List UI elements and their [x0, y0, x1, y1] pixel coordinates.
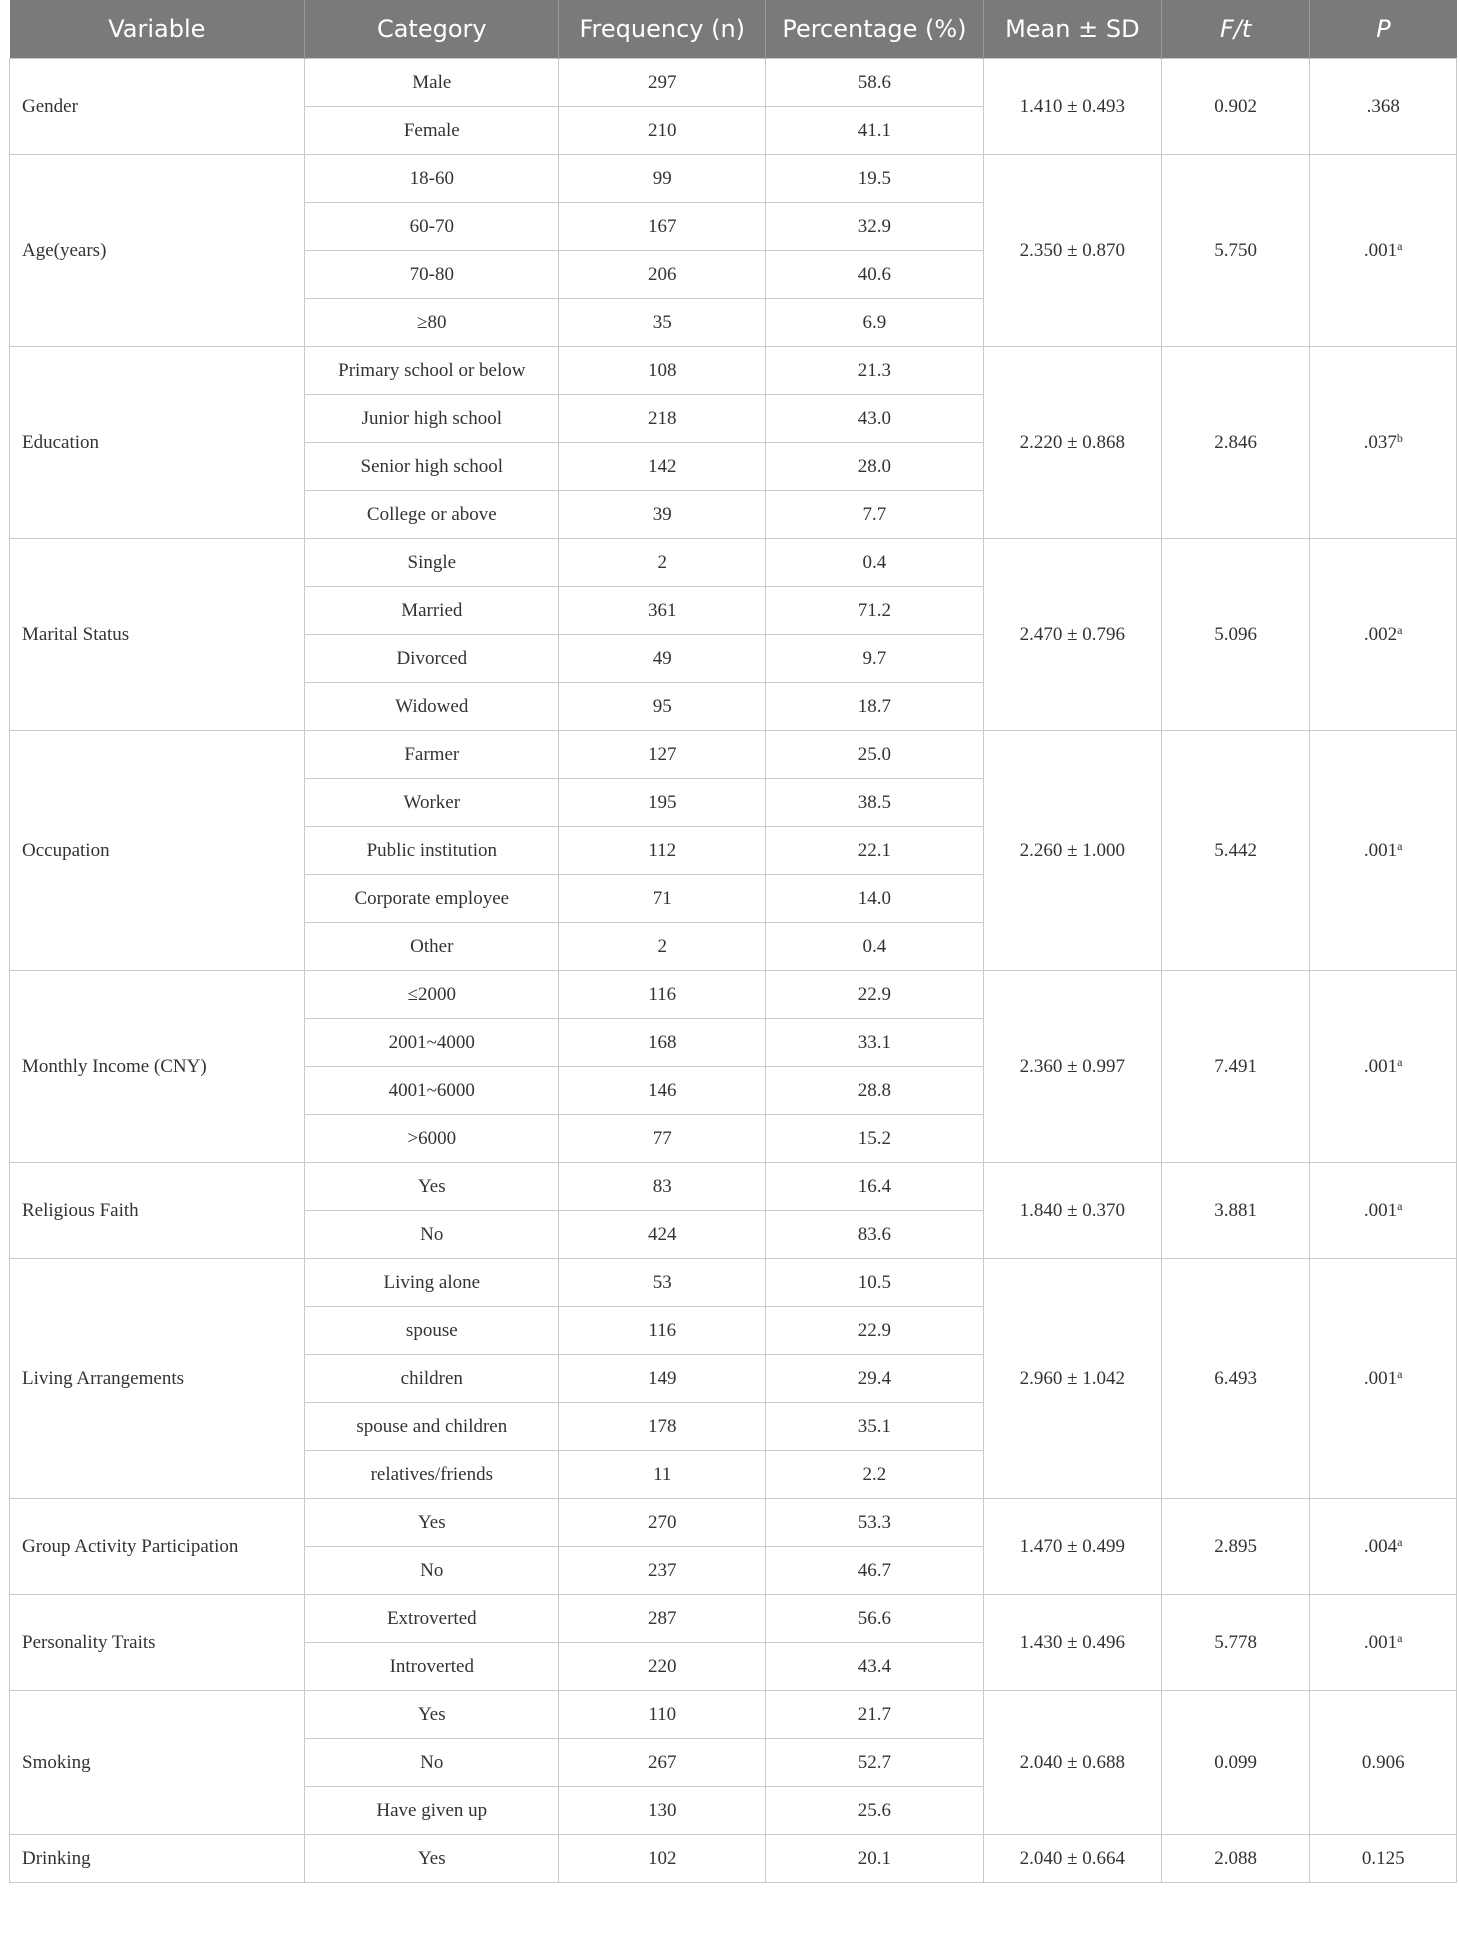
p-value: .004	[1363, 1535, 1398, 1557]
significance-marker: a	[1397, 238, 1403, 253]
category-cell: Junior high school	[305, 395, 559, 443]
table-row	[10, 1691, 1457, 1739]
percentage-cell: 10.5	[766, 1259, 984, 1307]
mean-sd-cell: 2.960 ± 1.042	[983, 1259, 1161, 1499]
category-cell: ≤2000	[305, 971, 559, 1019]
p-value-cell	[1310, 155, 1457, 347]
frequency-cell: 297	[559, 59, 766, 107]
column-header-variable: Variable	[10, 0, 305, 59]
table-header	[10, 0, 1457, 59]
percentage-cell: 52.7	[766, 1739, 984, 1787]
p-value-cell	[1310, 731, 1457, 971]
percentage-cell: 19.5	[766, 155, 984, 203]
category-cell: 18-60	[305, 155, 559, 203]
category-cell: >6000	[305, 1115, 559, 1163]
percentage-cell: 43.0	[766, 395, 984, 443]
mean-sd-cell: 2.350 ± 0.870	[983, 155, 1161, 347]
percentage-cell: 32.9	[766, 203, 984, 251]
mean-sd-cell: 1.430 ± 0.496	[983, 1595, 1161, 1691]
category-cell: spouse	[305, 1307, 559, 1355]
table-row	[10, 539, 1457, 587]
mean-sd-cell: 2.470 ± 0.796	[983, 539, 1161, 731]
frequency-cell: 71	[559, 875, 766, 923]
ft-cell: 5.096	[1161, 539, 1310, 731]
frequency-cell: 361	[559, 587, 766, 635]
frequency-cell: 95	[559, 683, 766, 731]
variable-cell: Living Arrangements	[10, 1259, 305, 1499]
frequency-cell: 178	[559, 1403, 766, 1451]
p-value-cell	[1310, 1259, 1457, 1499]
variable-cell: Smoking	[10, 1691, 305, 1835]
table-row	[10, 1499, 1457, 1547]
category-cell: College or above	[305, 491, 559, 539]
category-cell: spouse and children	[305, 1403, 559, 1451]
percentage-cell: 9.7	[766, 635, 984, 683]
frequency-cell: 149	[559, 1355, 766, 1403]
category-cell: Have given up	[305, 1787, 559, 1835]
percentage-cell: 21.7	[766, 1691, 984, 1739]
column-header-frequency: Frequency (n)	[559, 0, 766, 59]
category-cell: Public institution	[305, 827, 559, 875]
significance-marker: a	[1397, 838, 1403, 853]
percentage-cell: 7.7	[766, 491, 984, 539]
category-cell: Primary school or below	[305, 347, 559, 395]
percentage-cell: 46.7	[766, 1547, 984, 1595]
percentage-cell: 2.2	[766, 1451, 984, 1499]
table-row	[10, 1835, 1457, 1883]
variable-cell: Marital Status	[10, 539, 305, 731]
p-value-cell	[1310, 347, 1457, 539]
frequency-cell: 130	[559, 1787, 766, 1835]
p-value-cell	[1310, 1163, 1457, 1259]
percentage-cell: 83.6	[766, 1211, 984, 1259]
frequency-cell: 77	[559, 1115, 766, 1163]
ft-cell: 6.493	[1161, 1259, 1310, 1499]
percentage-cell: 22.1	[766, 827, 984, 875]
percentage-cell: 40.6	[766, 251, 984, 299]
percentage-cell: 0.4	[766, 923, 984, 971]
frequency-cell: 146	[559, 1067, 766, 1115]
percentage-cell: 53.3	[766, 1499, 984, 1547]
mean-sd-cell: 1.840 ± 0.370	[983, 1163, 1161, 1259]
frequency-cell: 110	[559, 1691, 766, 1739]
category-cell: 60-70	[305, 203, 559, 251]
category-cell: No	[305, 1547, 559, 1595]
frequency-cell: 35	[559, 299, 766, 347]
frequency-cell: 112	[559, 827, 766, 875]
frequency-cell: 99	[559, 155, 766, 203]
ft-cell: 5.778	[1161, 1595, 1310, 1691]
p-value: .001	[1363, 1367, 1398, 1389]
variable-cell: Age(years)	[10, 155, 305, 347]
category-cell: relatives/friends	[305, 1451, 559, 1499]
percentage-cell: 33.1	[766, 1019, 984, 1067]
category-cell: Living alone	[305, 1259, 559, 1307]
p-value-cell	[1310, 539, 1457, 731]
frequency-cell: 220	[559, 1643, 766, 1691]
p-value: .001	[1363, 1199, 1398, 1221]
frequency-cell: 83	[559, 1163, 766, 1211]
category-cell: Farmer	[305, 731, 559, 779]
ft-cell: 0.902	[1161, 59, 1310, 155]
category-cell: Other	[305, 923, 559, 971]
frequency-cell: 287	[559, 1595, 766, 1643]
variable-cell: Religious Faith	[10, 1163, 305, 1259]
frequency-cell: 270	[559, 1499, 766, 1547]
percentage-cell: 25.0	[766, 731, 984, 779]
frequency-cell: 108	[559, 347, 766, 395]
p-value: .001	[1363, 239, 1398, 261]
p-value: .002	[1363, 623, 1398, 645]
category-cell: Female	[305, 107, 559, 155]
p-value: 0.906	[1361, 1751, 1405, 1773]
mean-sd-cell: 2.040 ± 0.688	[983, 1691, 1161, 1835]
column-header-mean-sd: Mean ± SD	[983, 0, 1161, 59]
percentage-cell: 25.6	[766, 1787, 984, 1835]
ft-cell: 2.088	[1161, 1835, 1310, 1883]
table-body	[10, 59, 1457, 1883]
frequency-cell: 2	[559, 539, 766, 587]
variable-cell: Drinking	[10, 1835, 305, 1883]
mean-sd-cell: 2.220 ± 0.868	[983, 347, 1161, 539]
table-row	[10, 347, 1457, 395]
p-value: 0.125	[1361, 1847, 1405, 1869]
percentage-cell: 18.7	[766, 683, 984, 731]
ft-cell: 2.895	[1161, 1499, 1310, 1595]
table-row	[10, 1259, 1457, 1307]
variable-cell: Gender	[10, 59, 305, 155]
percentage-cell: 16.4	[766, 1163, 984, 1211]
p-value-cell	[1310, 1595, 1457, 1691]
category-cell: No	[305, 1739, 559, 1787]
column-header-category: Category	[305, 0, 559, 59]
frequency-cell: 218	[559, 395, 766, 443]
frequency-cell: 167	[559, 203, 766, 251]
header-row	[10, 0, 1457, 59]
significance-marker: b	[1396, 430, 1403, 445]
percentage-cell: 14.0	[766, 875, 984, 923]
percentage-cell: 28.0	[766, 443, 984, 491]
percentage-cell: 56.6	[766, 1595, 984, 1643]
table-row	[10, 59, 1457, 107]
category-cell: Yes	[305, 1163, 559, 1211]
column-header-percentage: Percentage (%)	[766, 0, 984, 59]
p-value: .001	[1363, 1631, 1398, 1653]
percentage-cell: 35.1	[766, 1403, 984, 1451]
mean-sd-cell: 1.410 ± 0.493	[983, 59, 1161, 155]
frequency-cell: 102	[559, 1835, 766, 1883]
p-value: .001	[1363, 1055, 1398, 1077]
frequency-cell: 49	[559, 635, 766, 683]
category-cell: 4001~6000	[305, 1067, 559, 1115]
frequency-cell: 210	[559, 107, 766, 155]
percentage-cell: 22.9	[766, 1307, 984, 1355]
p-value-cell	[1310, 1691, 1457, 1835]
significance-marker: a	[1397, 1198, 1403, 1213]
percentage-cell: 43.4	[766, 1643, 984, 1691]
mean-sd-cell: 1.470 ± 0.499	[983, 1499, 1161, 1595]
percentage-cell: 58.6	[766, 59, 984, 107]
category-cell: Yes	[305, 1835, 559, 1883]
significance-marker: a	[1397, 1366, 1403, 1381]
ft-cell: 2.846	[1161, 347, 1310, 539]
demographics-table	[9, 0, 1457, 1883]
ft-cell: 5.750	[1161, 155, 1310, 347]
category-cell: Single	[305, 539, 559, 587]
variable-cell: Group Activity Participation	[10, 1499, 305, 1595]
significance-marker: a	[1397, 1534, 1403, 1549]
frequency-cell: 2	[559, 923, 766, 971]
category-cell: No	[305, 1211, 559, 1259]
category-cell: Married	[305, 587, 559, 635]
category-cell: ≥80	[305, 299, 559, 347]
ft-cell: 7.491	[1161, 971, 1310, 1163]
table-row	[10, 1595, 1457, 1643]
percentage-cell: 6.9	[766, 299, 984, 347]
mean-sd-cell: 2.040 ± 0.664	[983, 1835, 1161, 1883]
frequency-cell: 424	[559, 1211, 766, 1259]
p-value: .368	[1366, 95, 1400, 117]
percentage-cell: 20.1	[766, 1835, 984, 1883]
category-cell: Yes	[305, 1691, 559, 1739]
percentage-cell: 29.4	[766, 1355, 984, 1403]
category-cell: Extroverted	[305, 1595, 559, 1643]
percentage-cell: 41.1	[766, 107, 984, 155]
percentage-cell: 22.9	[766, 971, 984, 1019]
mean-sd-cell: 2.260 ± 1.000	[983, 731, 1161, 971]
p-value: .001	[1363, 839, 1398, 861]
percentage-cell: 38.5	[766, 779, 984, 827]
category-cell: 2001~4000	[305, 1019, 559, 1067]
variable-cell: Monthly Income (CNY)	[10, 971, 305, 1163]
percentage-cell: 28.8	[766, 1067, 984, 1115]
p-value-cell	[1310, 1499, 1457, 1595]
frequency-cell: 142	[559, 443, 766, 491]
significance-marker: a	[1397, 1054, 1403, 1069]
percentage-cell: 21.3	[766, 347, 984, 395]
frequency-cell: 237	[559, 1547, 766, 1595]
category-cell: Corporate employee	[305, 875, 559, 923]
frequency-cell: 127	[559, 731, 766, 779]
frequency-cell: 116	[559, 971, 766, 1019]
frequency-cell: 53	[559, 1259, 766, 1307]
category-cell: children	[305, 1355, 559, 1403]
category-cell: Senior high school	[305, 443, 559, 491]
significance-marker: a	[1397, 622, 1403, 637]
frequency-cell: 195	[559, 779, 766, 827]
column-header-ft: F/t	[1161, 0, 1310, 59]
category-cell: Introverted	[305, 1643, 559, 1691]
p-value-cell	[1310, 1835, 1457, 1883]
variable-cell: Personality Traits	[10, 1595, 305, 1691]
category-cell: Worker	[305, 779, 559, 827]
table-row	[10, 155, 1457, 203]
table-row	[10, 731, 1457, 779]
percentage-cell: 0.4	[766, 539, 984, 587]
category-cell: 70-80	[305, 251, 559, 299]
table-row	[10, 971, 1457, 1019]
category-cell: Yes	[305, 1499, 559, 1547]
percentage-cell: 71.2	[766, 587, 984, 635]
table-row	[10, 1163, 1457, 1211]
frequency-cell: 168	[559, 1019, 766, 1067]
p-value-cell	[1310, 59, 1457, 155]
ft-cell: 3.881	[1161, 1163, 1310, 1259]
p-value-cell	[1310, 971, 1457, 1163]
frequency-cell: 267	[559, 1739, 766, 1787]
p-value: .037	[1363, 431, 1397, 453]
ft-cell: 5.442	[1161, 731, 1310, 971]
percentage-cell: 15.2	[766, 1115, 984, 1163]
variable-cell: Occupation	[10, 731, 305, 971]
category-cell: Divorced	[305, 635, 559, 683]
variable-cell: Education	[10, 347, 305, 539]
mean-sd-cell: 2.360 ± 0.997	[983, 971, 1161, 1163]
significance-marker: a	[1397, 1630, 1403, 1645]
frequency-cell: 206	[559, 251, 766, 299]
frequency-cell: 39	[559, 491, 766, 539]
frequency-cell: 11	[559, 1451, 766, 1499]
frequency-cell: 116	[559, 1307, 766, 1355]
category-cell: Widowed	[305, 683, 559, 731]
column-header-p: P	[1310, 0, 1457, 59]
ft-cell: 0.099	[1161, 1691, 1310, 1835]
category-cell: Male	[305, 59, 559, 107]
